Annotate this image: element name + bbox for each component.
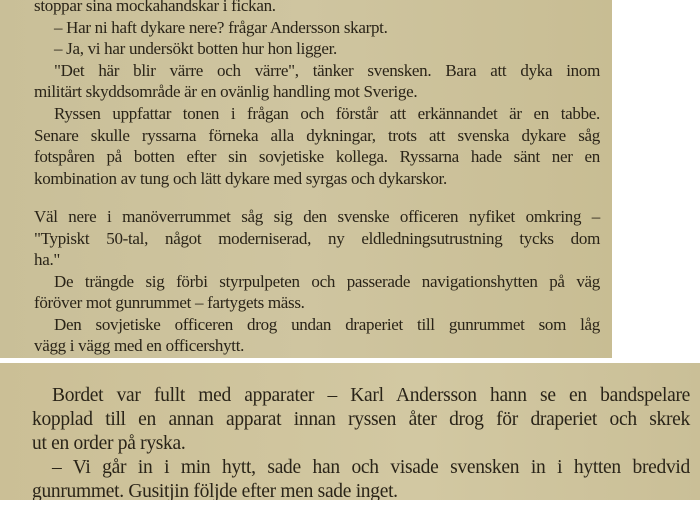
book-page-excerpt-bottom bbox=[0, 363, 700, 500]
text-line: "Typiskt 50-tal, något moderniserad, ny eldledningsutrustning tycks dom bbox=[34, 229, 600, 248]
text-line: stoppar sina mockahandskar i fickan. bbox=[34, 0, 276, 15]
text-line: kopplad till en annan apparat innan ryssen åter drog för draperiet och skrek bbox=[32, 409, 690, 430]
text-line: vägg i vägg med en officershytt. bbox=[34, 336, 245, 355]
text-line: "Det här blir värre och värre", tänker svensken. Bara att dyka inom bbox=[54, 61, 600, 80]
text-line: – Vi går in i min hytt, sade han och visade svensken in i hytten bredvid bbox=[52, 457, 690, 478]
text-line: – Har ni haft dykare nere? frågar Andersson skarpt. bbox=[54, 18, 388, 37]
text-line: ut en order på ryska. bbox=[32, 433, 186, 454]
text-line: Bordet var fullt med apparater – Karl Andersson hann se en bandspelare bbox=[52, 385, 690, 406]
text-line: Väl nere i manöverrummet såg sig den svenske officeren nyfiket omkring – bbox=[34, 207, 600, 226]
text-line: De trängde sig förbi styrpulpeten och passerade navigationshytten på väg bbox=[54, 272, 600, 291]
text-line: föröver mot gunrummet – fartygets mäss. bbox=[34, 293, 305, 312]
text-line: Senare skulle ryssarna förneka alla dykningar, trots att svenska dykare såg bbox=[34, 126, 600, 145]
text-line: militärt skyddsområde är en ovänlig handling mot Sverige. bbox=[34, 82, 418, 101]
text-line: – Ja, vi har undersökt botten hur hon ligger. bbox=[54, 39, 338, 58]
text-line: kombination av tung och lätt dykare med syrgas och dykarskor. bbox=[34, 169, 447, 188]
text-line: Ryssen uppfattar tonen i frågan och förstår att erkännandet är en tabbe. bbox=[54, 104, 600, 123]
text-line: ha." bbox=[34, 250, 61, 269]
text-line: Den sovjetiske officeren drog undan draperiet till gunrummet som låg bbox=[54, 315, 600, 334]
text-line: gunrummet. Gusitjin följde efter men sade inget. bbox=[32, 481, 398, 500]
text-line: fotspåren på botten efter sin sovjetiske kollega. Ryssarna hade sänt ner en bbox=[34, 147, 600, 166]
